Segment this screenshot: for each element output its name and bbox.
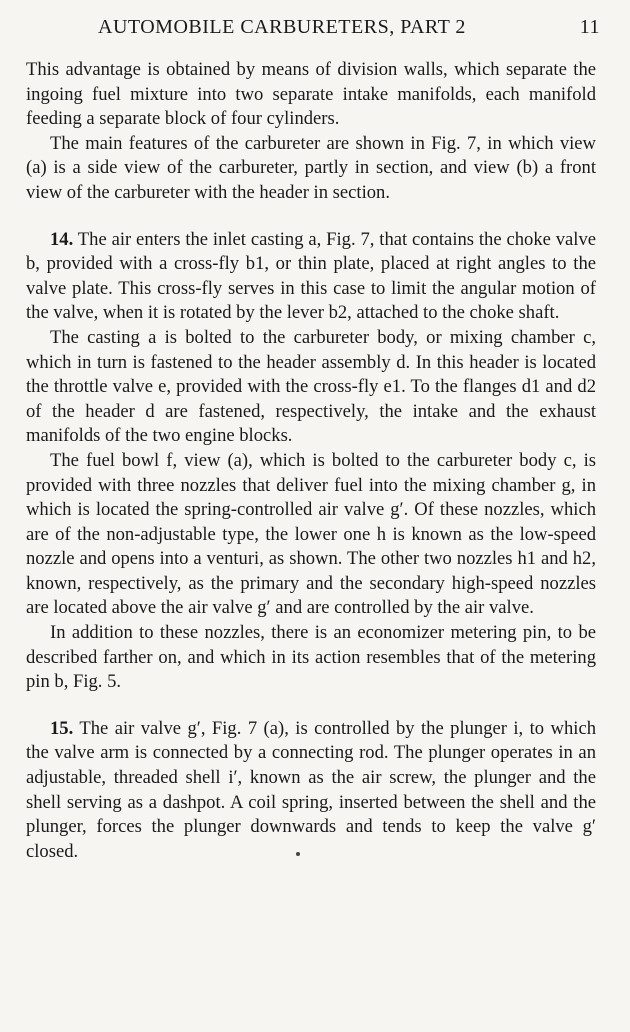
paragraph-economizer: In addition to these nozzles, there is an economizer metering pin, to be described farther on, and which in its action resembles that of the metering pin b, Fig. 5.: [26, 622, 596, 693]
page-body: [26, 58, 596, 864]
section-number-15: 15.: [50, 717, 74, 739]
paragraph-casting: The casting a is bolted to the carbureter body, or mixing chamber c, which in turn is fastened to the header assembly d. In this header is located the throttle valve e, provided with the cross-fly e1. To the flanges d1 and d2 of the header d are fastened, respectively, the intake and the exhaust manifolds of the two engine blocks.: [26, 326, 596, 447]
section-14-paragraph: [26, 228, 596, 326]
section-14-text: The air enters the inlet casting a, Fig. 7, that contains the choke valve b, provided with a cross-fly b1, or thin plate, placed at right angles to the valve plate. This cross-fly serves in this case to limit the angular motion of the valve, when it is rotated by the lever b2, attached to the choke shaft.: [26, 228, 597, 324]
paragraph-intro: This advantage is obtained by means of division walls, which separate the ingoing fuel mixture into two separate intake manifolds, each manifold feeding a separate block of four cylinders.: [26, 59, 596, 130]
section-15-paragraph: [26, 717, 596, 865]
section-15-text: The air valve g′, Fig. 7 (a), is controlled by the plunger i, to which the valve arm is connected by a connecting rod. The plunger operates in an adjustable, threaded shell i′, known as the air screw, the plunger and the shell serving as a dashpot. A coil spring, inserted between the shell and the plunger, forces the plunger downwards and tends to keep the valve g′ closed.: [26, 717, 596, 862]
paragraph-main-features: The main features of the carbureter are shown in Fig. 7, in which view (a) is a side view of the carbureter, partly in section, and view (b) a front view of the carbureter with the header in section.: [26, 132, 596, 203]
print-speck: [296, 852, 300, 856]
page-number: 11: [579, 16, 600, 38]
paragraph-fuel-bowl: The fuel bowl f, view (a), which is bolted to the carbureter body c, is provided with three nozzles that deliver fuel into the mixing chamber g, in which is located the spring-controlled air valve g′. Of these nozzles, which are of the non-adjustable type, the lower one h is known as the low-speed nozzle and opens into a venturi, as shown. The other two nozzles h1 and h2, known, respectively, as the primary and the secondary high-speed nozzles are located above the air valve g′ and are controlled by the air valve.: [26, 449, 596, 619]
section-number-14: 14.: [50, 228, 74, 250]
running-title: AUTOMOBILE CARBURETERS, PART 2: [98, 16, 466, 38]
